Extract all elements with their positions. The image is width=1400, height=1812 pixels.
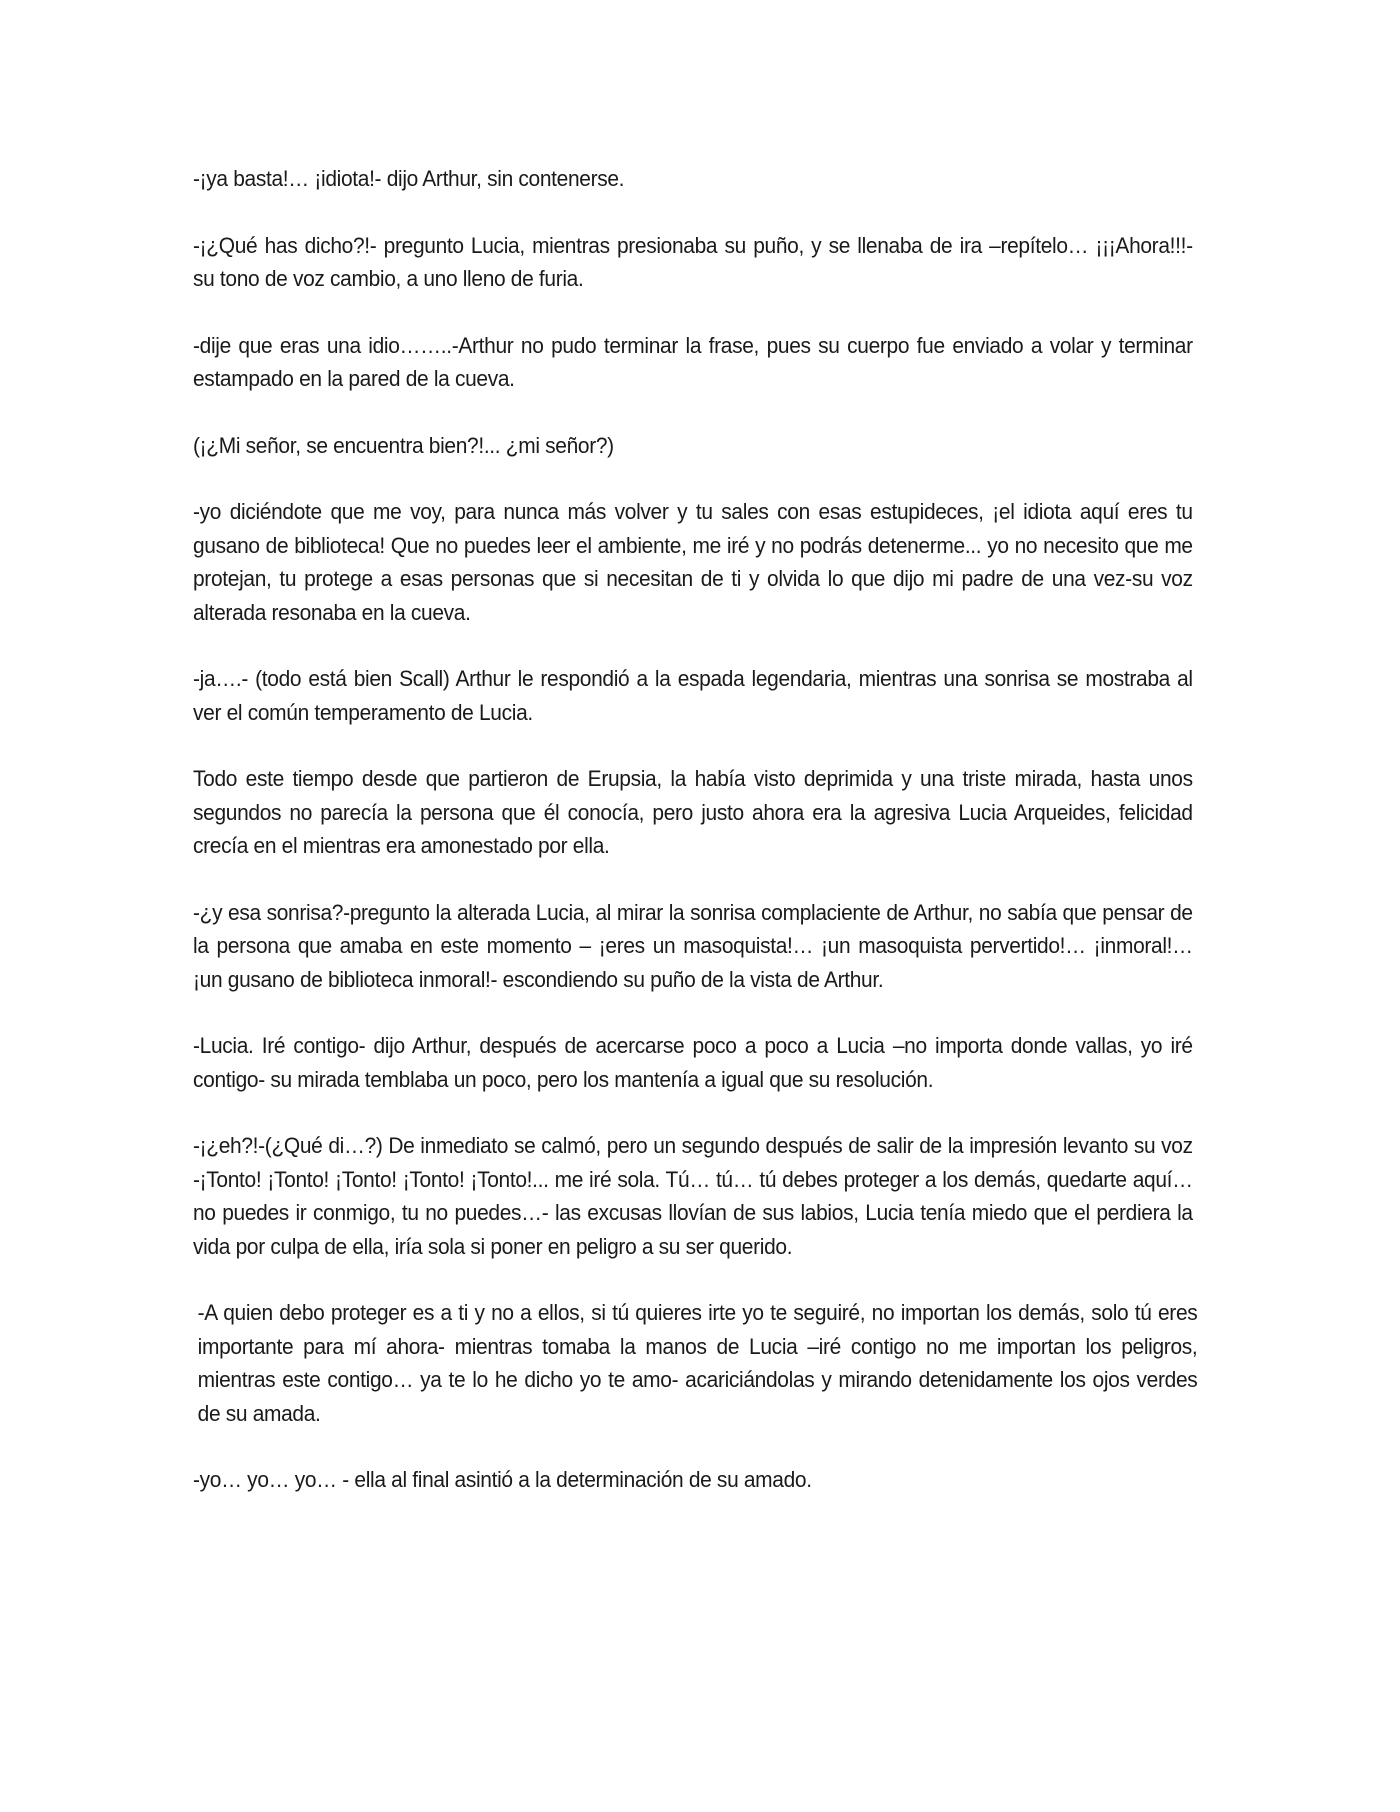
paragraph-9: -Lucia. Iré contigo- dijo Arthur, después de acercarse poco a poco a Lucia –no importa donde vallas, yo iré contigo- su mirada temblaba un poco, pero los mantenía a igual que su resolución. (193, 1033, 1193, 1092)
paragraph-2: -¡¿Qué has dicho?!- pregunto Lucia, mientras presionaba su puño, y se llenaba de ira –repítelo… ¡¡¡Ahora!!!- su tono de voz cambio, a uno lleno de furia. (193, 232, 1193, 291)
paragraph-12: -yo… yo… yo… - ella al final asintió a la determinación de su amado. (193, 1467, 812, 1492)
paragraph-8: -¿y esa sonrisa?-pregunto la alterada Lucia, al mirar la sonrisa complaciente de Arthur, no sabía que pensar de la persona que amaba en este momento – ¡eres un masoquista!… ¡un masoquista pervertido!… ¡inmoral!… ¡un gusano de biblioteca inmoral!- escondiendo su puño de la vista de Arthur. (193, 899, 1193, 992)
paragraph-1: -¡ya basta!… ¡idiota!- dijo Arthur, sin contenerse. (193, 166, 625, 191)
paragraph-10: -¡¿eh?!-(¿Qué di…?) De inmediato se calmó, pero un segundo después de salir de la impresión levanto su voz -¡Tonto! ¡Tonto! ¡Tonto! ¡Tonto! ¡Tonto!... me iré sola. Tú… tú… tú debes proteger a los demás, quedarte aquí… no puedes ir conmigo, tu no puedes…- las excusas llovían de sus labios, Lucia tenía miedo que el perdiera la vida por culpa de ella, iría sola si poner en peligro a su ser querido. (193, 1133, 1193, 1259)
paragraph-3: -dije que eras una idio……..-Arthur no pudo terminar la frase, pues su cuerpo fue enviado a volar y terminar estampado en la pared de la cueva. (193, 332, 1193, 391)
paragraph-6: -ja….- (todo está bien Scall) Arthur le respondió a la espada legendaria, mientras una sonrisa se mostraba al ver el común temperamento de Lucia. (193, 666, 1193, 725)
paragraph-7: Todo este tiempo desde que partieron de Erupsia, la había visto deprimida y una triste mirada, hasta unos segundos no parecía la persona que él conocía, pero justo ahora era la agresiva Lucia Arqueides, felicidad crecía en el mientras era amonestado por ella. (193, 766, 1193, 858)
paragraph-5: -yo diciéndote que me voy, para nunca más volver y tu sales con esas estupideces, ¡el idiota aquí eres tu gusano de biblioteca! Que no puedes leer el ambiente, me iré y no podrás detenerme... yo no necesito que me protejan, tu protege a esas personas que si necesitan de ti y olvida lo que dijo mi padre de una vez-su voz alterada resonaba en la cueva. (193, 499, 1193, 625)
paragraph-11: -A quien debo proteger es a ti y no a ellos, si tú quieres irte yo te seguiré, no importan los demás, solo tú eres importante para mí ahora- mientras tomaba la manos de Lucia –iré contigo no me importan los peligros, mientras este contigo… ya te lo he dicho yo te amo- acariciándolas y mirando detenidamente los ojos verdes de su amada. (197, 1300, 1198, 1426)
paragraph-4: (¡¿Mi señor, se encuentra bien?!... ¿mi señor?) (193, 432, 614, 458)
